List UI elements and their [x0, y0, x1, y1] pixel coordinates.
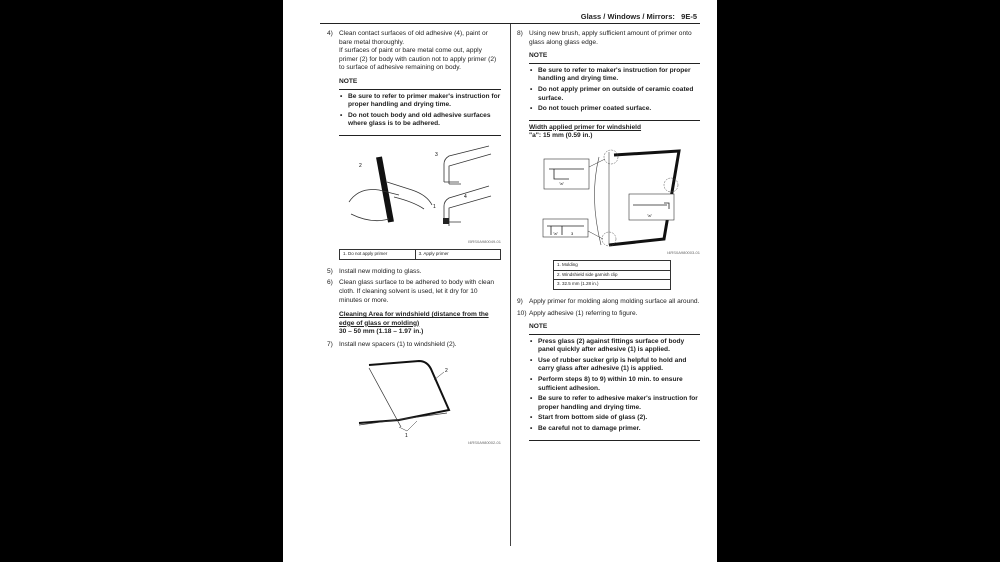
figure-primer-areas	[339, 142, 501, 260]
step-number: 8)	[517, 30, 523, 37]
dimension-label: 3	[571, 230, 574, 236]
figure-code: I4RS0A980003-01	[667, 249, 700, 255]
spec-value: 30 – 50 mm (1.18 – 1.97 in.)	[339, 328, 424, 336]
windshield-spacer-illustration	[339, 355, 501, 440]
step-text: Clean contact surfaces of old adhesive (4), paint or bare metal thoroughly.	[339, 30, 488, 46]
page-number: 9E-5	[681, 12, 697, 21]
step-text: Apply adhesive (1) referring to figure.	[529, 309, 638, 317]
callout-1: 1	[405, 433, 408, 440]
note-item: • Do not apply primer on outside of ceramic coated surface.	[529, 86, 700, 103]
step-number: 4)	[327, 30, 333, 37]
note-item: • Be sure to refer to adhesive maker's instruction for proper handling and drying time.	[529, 395, 700, 412]
step-number: 6)	[327, 279, 333, 287]
dimension-label: "a"	[647, 212, 653, 218]
step-9	[517, 298, 700, 307]
note-title: NOTE	[529, 52, 700, 64]
spec-title: Width applied primer for windshield	[529, 123, 642, 131]
legend-item: 1. Do not apply primer	[340, 250, 416, 260]
figure-spacers	[339, 355, 501, 447]
header-title: Glass / Windows / Mirrors:	[580, 12, 675, 21]
step-text: Using new brush, apply sufficient amount of primer onto glass along glass edge.	[529, 30, 692, 46]
spec-primer-width	[529, 124, 700, 141]
spec-cleaning-area	[339, 311, 501, 337]
right-column	[517, 30, 700, 441]
step-5	[327, 268, 501, 277]
spec-value: "a": 15 mm (0.59 in.)	[529, 132, 593, 140]
legend-item: 3. 32.5 mm (1.28 in.)	[554, 280, 671, 290]
spec-title: Cleaning Area for windshield (distance from the edge of glass or molding)	[339, 311, 489, 327]
primer-illustration	[339, 142, 501, 234]
note-item: • Perform steps 8) to 9) within 10 min. to ensure sufficient adhesion.	[529, 376, 700, 393]
step-10	[517, 310, 700, 319]
step-number: 5)	[327, 267, 333, 275]
callout-1: 1	[433, 203, 436, 210]
step-4	[327, 30, 501, 73]
note-item: • Use of rubber sucker grip is helpful to hold and carry glass after adhesive (1) is applied.	[529, 357, 700, 374]
figure-code: I4RS0A980002-01	[468, 440, 501, 446]
note-box	[529, 52, 700, 121]
figure-legend	[339, 249, 501, 260]
column-divider	[510, 24, 511, 546]
step-7	[327, 341, 501, 350]
step-6	[327, 279, 501, 305]
callout-4: 4	[464, 193, 467, 200]
legend-item: 1. Molding	[554, 261, 671, 271]
step-text: If surfaces of paint or bare metal come out, apply primer (2) for body with caution not to apply primer (2) to surface of adhesive remaining on body.	[339, 47, 497, 72]
figure-legend	[553, 260, 671, 290]
note-item: • Be careful not to damage primer.	[529, 425, 700, 434]
legend-item: 2. Windshield side garnish clip	[554, 270, 671, 280]
callout-3: 3	[435, 151, 438, 158]
note-item: • Be sure to refer to primer maker's instruction for proper handling and drying time.	[339, 93, 501, 110]
step-number: 9)	[517, 297, 523, 305]
document-page	[283, 0, 717, 562]
step-text: Apply primer for molding along molding surface all around.	[529, 297, 700, 305]
note-title: NOTE	[529, 323, 700, 335]
figure-code: I5RS0A980049-01	[468, 238, 501, 244]
note-item: • Be sure to refer to maker's instruction for proper handling and drying time.	[529, 67, 700, 84]
step-number: 7)	[327, 340, 333, 348]
step-8	[517, 30, 700, 47]
legend-item: 3. Apply primer	[415, 250, 500, 260]
note-item: • Press glass (2) against fittings surface of body panel quickly after adhesive (1) is applied.	[529, 338, 700, 355]
figure-primer-width	[529, 147, 700, 290]
step-text: Install new spacers (1) to windshield (2).	[339, 340, 457, 348]
dimension-label: "a"	[553, 230, 559, 236]
callout-2: 2	[445, 368, 448, 375]
step-number: 10)	[517, 309, 527, 317]
note-item: • Do not touch body and old adhesive surfaces where glass is to be adhered.	[339, 112, 501, 129]
windshield-primer-illustration	[529, 147, 699, 245]
step-text: Clean glass surface to be adhered to body with clean cloth. If cleaning solvent is used, let it dry for 10 minutes or more.	[339, 279, 495, 304]
step-text: Install new molding to glass.	[339, 267, 422, 275]
dimension-label: "a"	[559, 180, 565, 186]
callout-2: 2	[359, 162, 362, 169]
left-column	[327, 30, 501, 448]
note-item: • Start from bottom side of glass (2).	[529, 414, 700, 423]
note-box	[529, 323, 700, 441]
note-title: NOTE	[339, 78, 501, 90]
note-item: • Do not touch primer coated surface.	[529, 105, 700, 114]
note-box	[339, 78, 501, 136]
page-header	[581, 12, 697, 21]
